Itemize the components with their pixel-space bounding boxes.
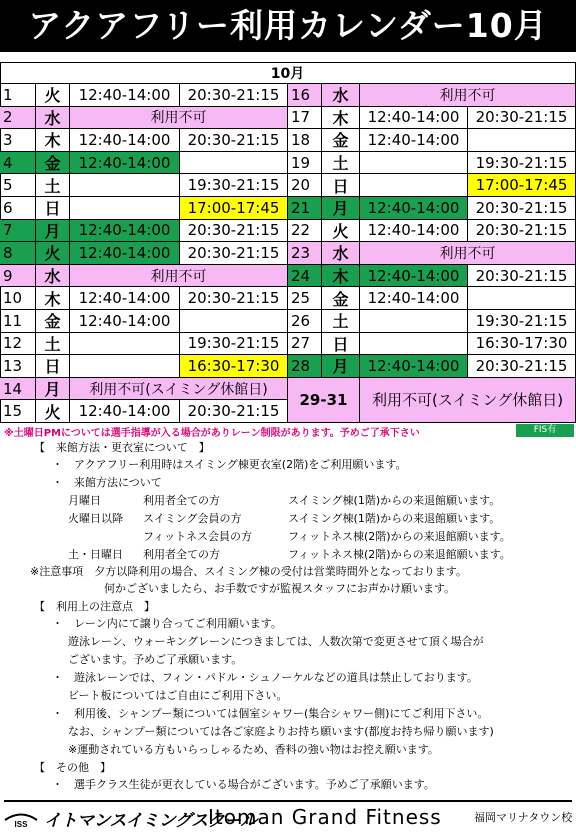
- info-line: ・ 来館方法について: [52, 476, 162, 489]
- weekday: 木: [36, 287, 70, 310]
- slot-evening: [468, 129, 576, 152]
- access-where: フィットネス棟(2階)からの来退館願います。: [288, 548, 511, 561]
- access-who: スイミング会員の方: [143, 512, 242, 525]
- section-heading-rules: 【 利用上の注意点 】: [34, 600, 155, 613]
- calendar-month-header: 10月: [0, 62, 576, 84]
- slot-midday: 12:40-14:00: [70, 152, 180, 175]
- day-number: 22: [288, 220, 322, 243]
- slot-evening: 20:30-21:15: [180, 129, 288, 152]
- access-day: 土・日曜日: [68, 548, 123, 561]
- caution-note: ※注意事項 夕方以降利用の場合、スイミング棟の受付は営業時間外となっております。: [30, 565, 467, 578]
- slot-midday: [360, 174, 468, 197]
- slot-midday: [360, 152, 468, 175]
- slot-midday: [70, 174, 180, 197]
- slot-evening: 20:30-21:15: [468, 355, 576, 378]
- day-number: 27: [288, 333, 322, 356]
- brand-en: Itoman Grand Fitness: [208, 805, 442, 829]
- slot-evening: 19:30-21:15: [180, 333, 288, 356]
- access-who: 利用者全ての方: [143, 494, 220, 507]
- slot-midday: 12:40-14:00: [360, 265, 468, 288]
- day-number: 5: [0, 174, 36, 197]
- weekday: 水: [36, 107, 70, 130]
- weekday: 木: [322, 265, 360, 288]
- slot-midday: [360, 333, 468, 356]
- slot-evening: 20:30-21:15: [180, 287, 288, 310]
- slot-evening: 19:30-21:15: [180, 174, 288, 197]
- other-line: ・ 選手クラス生徒が更衣している場合がございます。予めご了承願います。: [52, 778, 435, 791]
- rule-line: ・ レーン内にて譲り合ってご利用願います。: [52, 617, 282, 630]
- day-number: 6: [0, 197, 36, 220]
- day-number: 4: [0, 152, 36, 175]
- slot-evening: [468, 287, 576, 310]
- rule-line: ・ 遊泳レーンでは、フィン・パドル・シュノーケルなどの道具は禁止しております。: [52, 671, 478, 684]
- slot-midday: 12:40-14:00: [70, 129, 180, 152]
- iss-logo-icon: [4, 808, 38, 828]
- slot-midday: 12:40-14:00: [70, 310, 180, 333]
- slot-midday: 12:40-14:00: [360, 129, 468, 152]
- unavailable-cell: 利用不可: [360, 242, 576, 265]
- slot-midday: 12:40-14:00: [360, 220, 468, 243]
- slot-midday: 12:40-14:00: [360, 107, 468, 130]
- slot-midday: 12:40-14:00: [70, 242, 180, 265]
- access-day: 火曜日以降: [68, 512, 123, 525]
- calendar-table: [0, 62, 576, 423]
- day-number: 28: [288, 355, 322, 378]
- tail-unavailable: 利用不可(スイミング休館日): [360, 378, 576, 423]
- day-number: 10: [0, 287, 36, 310]
- section-heading-access: 【 来館方法・更衣室について 】: [34, 441, 210, 454]
- slot-midday: 12:40-14:00: [360, 197, 468, 220]
- svg-text:ISS: ISS: [14, 820, 28, 828]
- day-number: 24: [288, 265, 322, 288]
- weekday: 木: [322, 107, 360, 130]
- day-number: 8: [0, 242, 36, 265]
- weekday: 土: [36, 333, 70, 356]
- weekday: 日: [322, 333, 360, 356]
- brand-jp: イトマンスイミングスクール: [44, 811, 257, 831]
- slot-evening: 20:30-21:15: [468, 265, 576, 288]
- tail-days: 29-31: [288, 378, 360, 423]
- rule-line: なお、シャンプー類については各ご家庭よりお持ち願います(都度お持ち帰り願います): [68, 725, 494, 738]
- weekday: 日: [322, 174, 360, 197]
- day-number: 20: [288, 174, 322, 197]
- access-where: フィットネス棟(2階)からの来退館願います。: [288, 530, 511, 543]
- day-number: 2: [0, 107, 36, 130]
- access-where: スイミング棟(1階)からの来退館願います。: [288, 512, 501, 525]
- saturday-note: ※土曜日PMについては選手指導が入る場合がありレーン制限があります。予めご了承下さい: [4, 428, 420, 439]
- weekday: 月: [322, 355, 360, 378]
- weekday: 月: [322, 197, 360, 220]
- weekday: 火: [36, 400, 70, 423]
- weekday: 土: [322, 310, 360, 333]
- slot-evening: 17:00-17:45: [468, 174, 576, 197]
- slot-evening: 19:30-21:15: [468, 152, 576, 175]
- weekday: 月: [36, 220, 70, 243]
- slot-midday: [70, 333, 180, 356]
- slot-evening: 20:30-21:15: [468, 220, 576, 243]
- weekday: 水: [36, 265, 70, 288]
- day-number: 25: [288, 287, 322, 310]
- slot-evening: 20:30-21:15: [468, 197, 576, 220]
- rule-line: ※運動されている方もいらっしゃるため、香料の強い物はお控え願います。: [68, 743, 439, 756]
- day-number: 19: [288, 152, 322, 175]
- footer-rule: [4, 800, 572, 802]
- caution-note: 何かございましたら、お手数ですが監視スタッフにお声かけ願います。: [104, 582, 456, 595]
- weekday: 日: [36, 197, 70, 220]
- day-number: 13: [0, 355, 36, 378]
- weekday: 水: [322, 84, 360, 107]
- weekday: 木: [36, 129, 70, 152]
- footer: [0, 800, 576, 832]
- unavailable-cell: 利用不可: [70, 107, 288, 130]
- slot-midday: [70, 197, 180, 220]
- unavailable-cell: 利用不可: [70, 265, 288, 288]
- slot-evening: 20:30-21:15: [468, 107, 576, 130]
- weekday: 金: [322, 129, 360, 152]
- day-number: 14: [0, 378, 36, 401]
- slot-evening: 20:30-21:15: [180, 84, 288, 107]
- access-who: フィットネス会員の方: [143, 530, 253, 543]
- weekday: 水: [322, 242, 360, 265]
- weekday: 月: [36, 378, 70, 401]
- day-number: 26: [288, 310, 322, 333]
- day-number: 15: [0, 400, 36, 423]
- slot-midday: [70, 355, 180, 378]
- access-who: 利用者全ての方: [143, 548, 220, 561]
- rule-line: ・ 利用後、シャンプー類については個室シャワー(集合シャワー側)にてご利用下さい。: [52, 707, 489, 720]
- section-heading-other: 【 その他 】: [34, 761, 111, 774]
- slot-evening: 16:30-17:30: [180, 355, 288, 378]
- slot-midday: [360, 310, 468, 333]
- weekday: 土: [36, 174, 70, 197]
- branch-name: 福岡マリナタウン校: [474, 811, 573, 824]
- slot-evening: 20:30-21:15: [180, 220, 288, 243]
- weekday: 火: [36, 242, 70, 265]
- day-number: 11: [0, 310, 36, 333]
- weekday: 金: [36, 152, 70, 175]
- slot-evening: 16:30-17:30: [468, 333, 576, 356]
- rule-line: ビート板についてはご自由にご利用下さい。: [68, 689, 288, 702]
- slot-midday: 12:40-14:00: [70, 400, 180, 423]
- slot-midday: 12:40-14:00: [360, 355, 468, 378]
- slot-evening: [180, 152, 288, 175]
- day-number: 3: [0, 129, 36, 152]
- day-number: 23: [288, 242, 322, 265]
- access-day: 月曜日: [68, 494, 101, 507]
- weekday: 金: [322, 287, 360, 310]
- day-number: 16: [288, 84, 322, 107]
- weekday: 火: [322, 220, 360, 243]
- rule-line: 遊泳レーン、ウォーキングレーンにつきましては、人数次第で変更させて頂く場合が: [68, 635, 484, 648]
- slot-evening: 19:30-21:15: [468, 310, 576, 333]
- page-title: アクアフリー利用カレンダー10月: [0, 0, 576, 52]
- slot-midday: 12:40-14:00: [70, 84, 180, 107]
- slot-midday: 12:40-14:00: [360, 287, 468, 310]
- day-number: 1: [0, 84, 36, 107]
- fis-badge: FIS有: [516, 424, 574, 437]
- weekday: 日: [36, 355, 70, 378]
- weekday: 火: [36, 84, 70, 107]
- slot-evening: 17:00-17:45: [180, 197, 288, 220]
- slot-midday: 12:40-14:00: [70, 287, 180, 310]
- unavailable-cell: 利用不可: [360, 84, 576, 107]
- slot-evening: 20:30-21:15: [180, 242, 288, 265]
- slot-evening: 20:30-21:15: [180, 400, 288, 423]
- rule-line: ございます。予めご了承願います。: [68, 653, 243, 666]
- day-number: 17: [288, 107, 322, 130]
- access-where: スイミング棟(1階)からの来退館願います。: [288, 494, 501, 507]
- slot-evening: [180, 310, 288, 333]
- day-number: 7: [0, 220, 36, 243]
- day-number: 12: [0, 333, 36, 356]
- weekday: 金: [36, 310, 70, 333]
- day-number: 9: [0, 265, 36, 288]
- weekday: 土: [322, 152, 360, 175]
- day-number: 18: [288, 129, 322, 152]
- info-line: ・ アクアフリー利用時はスイミング棟更衣室(2階)をご利用願います。: [52, 458, 407, 471]
- slot-midday: 12:40-14:00: [70, 220, 180, 243]
- unavailable-cell: 利用不可(スイミング休館日): [70, 378, 288, 401]
- day-number: 21: [288, 197, 322, 220]
